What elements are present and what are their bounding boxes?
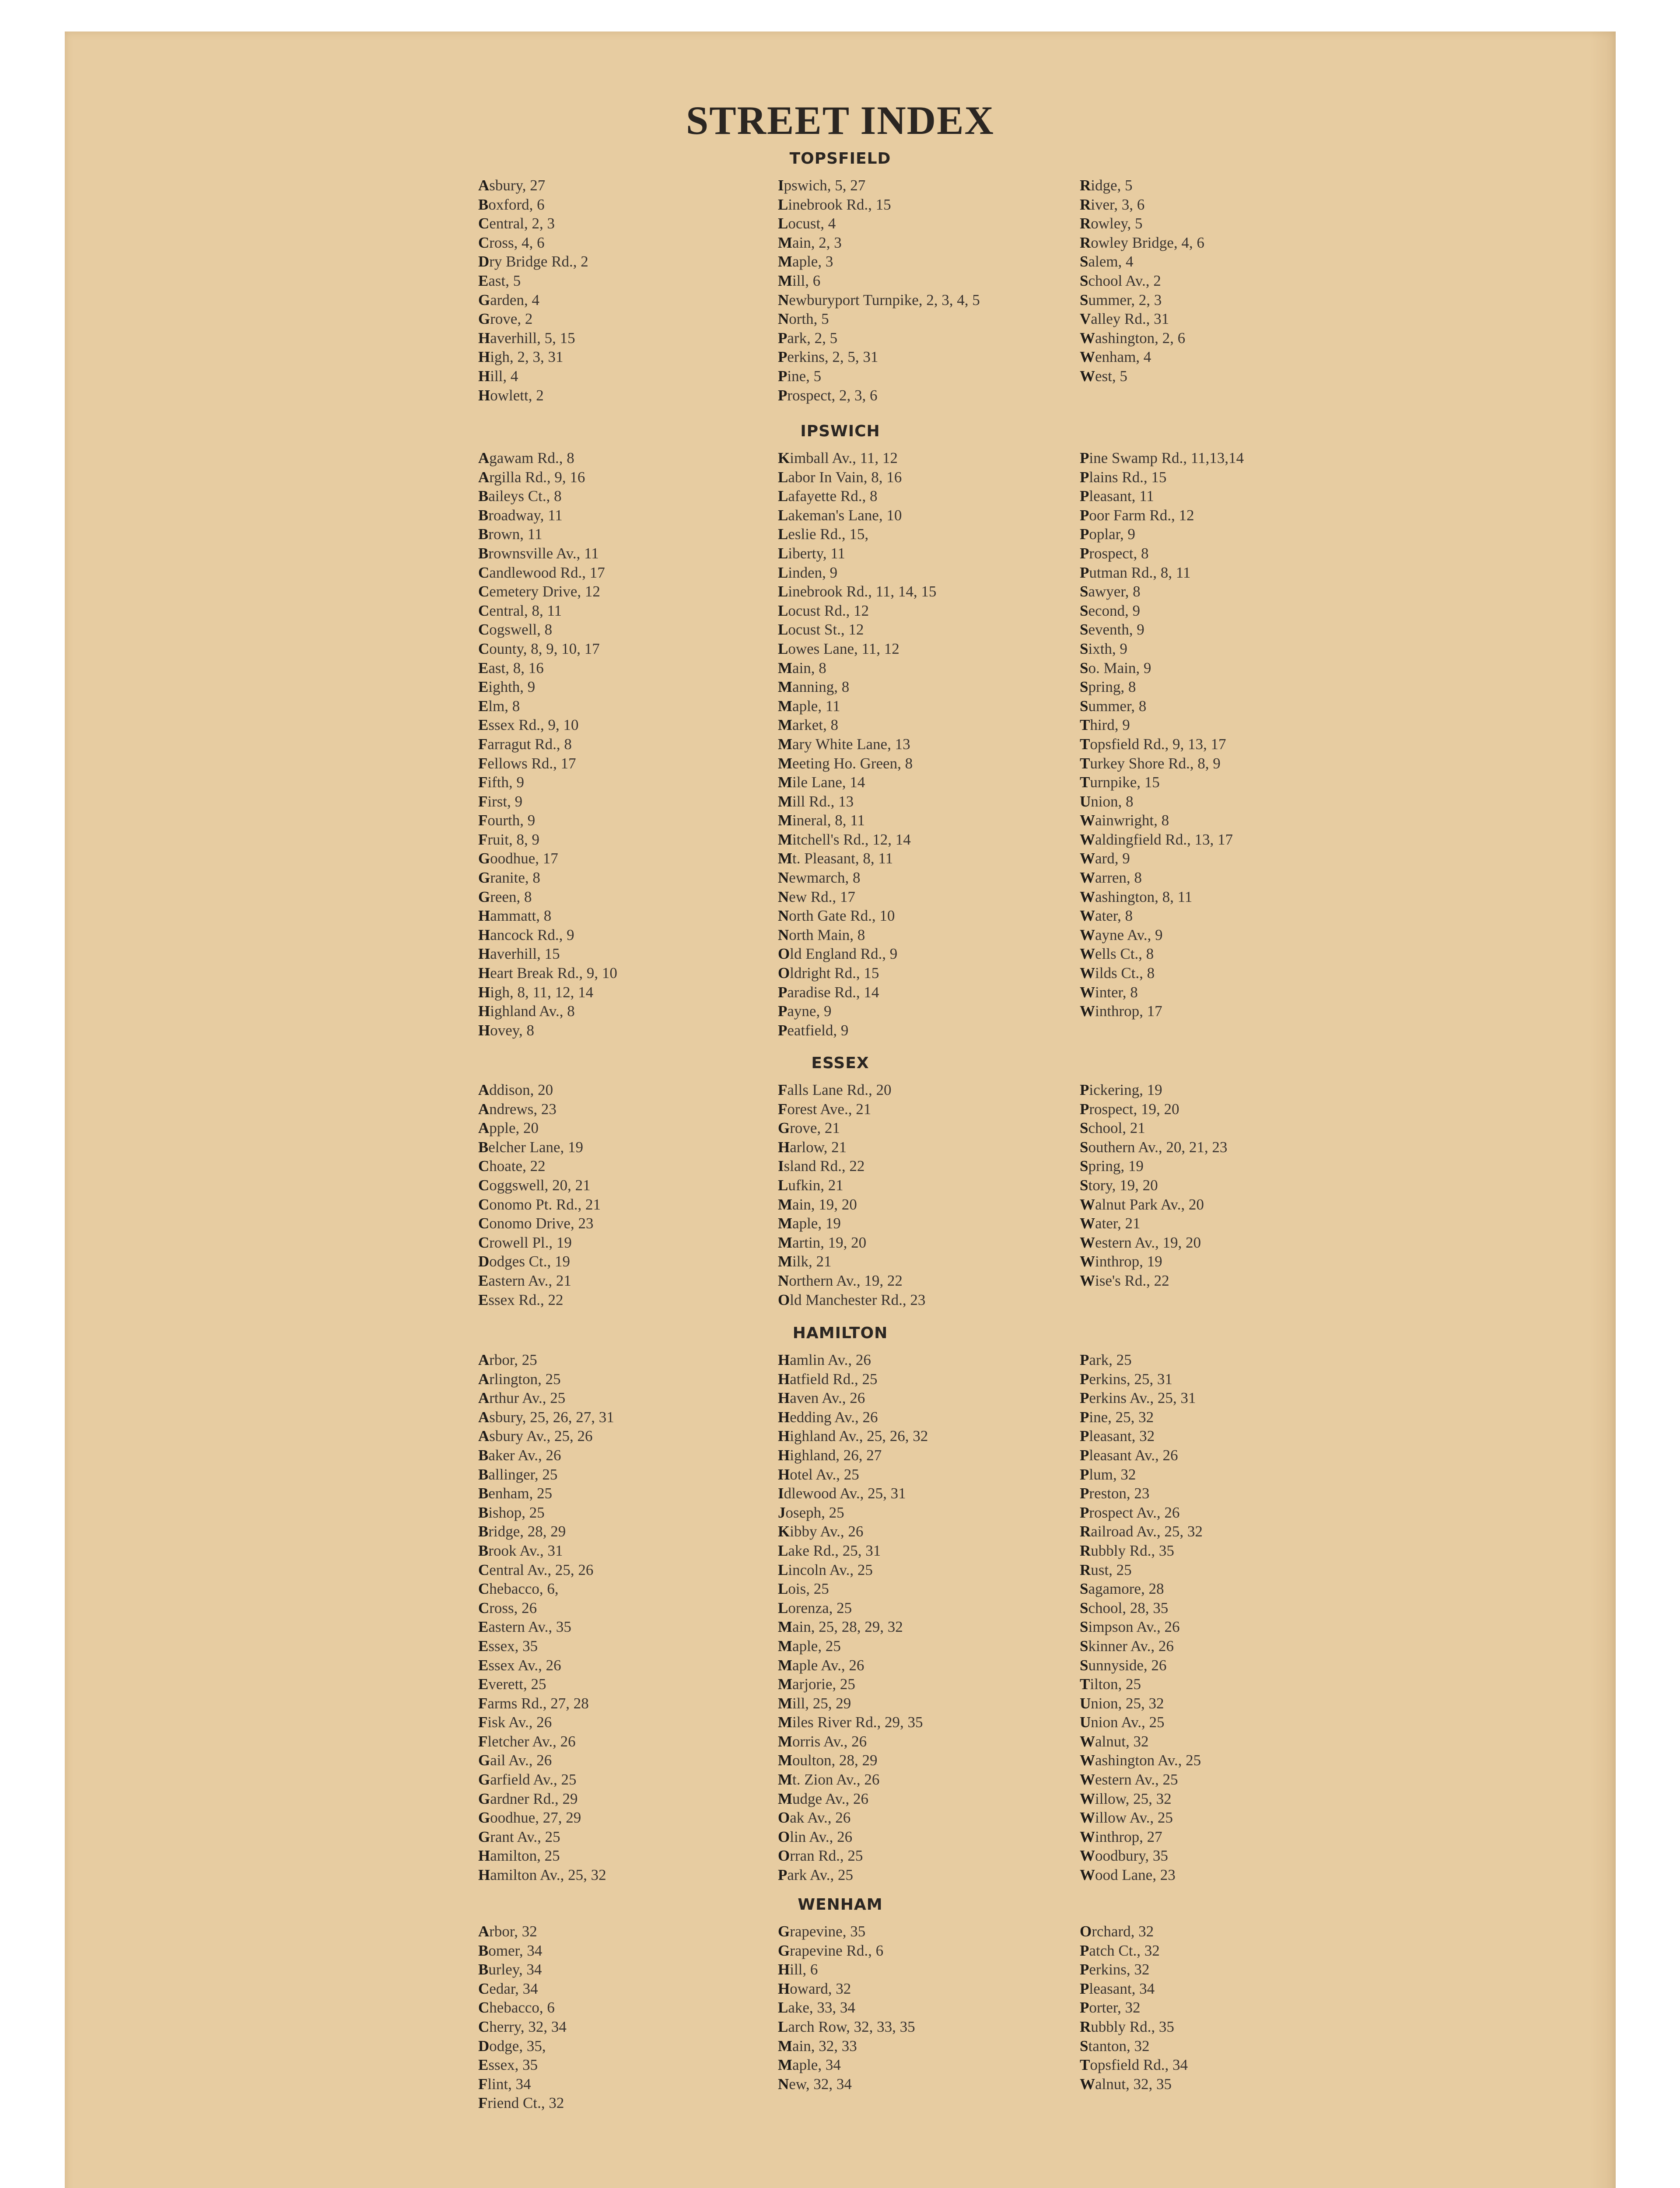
street-entry: Argilla Rd., 9, 16	[478, 468, 585, 486]
street-entry: Pleasant Av., 26	[1080, 1446, 1178, 1464]
street-entry: Howlett, 2	[478, 386, 544, 404]
street-entry: Market, 8	[778, 716, 838, 734]
index-column	[778, 1350, 928, 1885]
street-entry: Lois, 25	[778, 1580, 829, 1598]
street-entry: Spring, 8	[1080, 678, 1136, 696]
street-entry: Payne, 9	[778, 1003, 832, 1020]
street-entry: Locust Rd., 12	[778, 602, 869, 619]
street-entry: Old Manchester Rd., 23	[778, 1291, 926, 1308]
street-entry: Main, 25, 28, 29, 32	[778, 1618, 903, 1636]
street-entry: Lufkin, 21	[778, 1176, 844, 1194]
street-entry: Arlington, 25	[478, 1370, 561, 1388]
street-entry: Eastern Av., 35	[478, 1618, 571, 1636]
street-entry: Hill, 4	[478, 367, 518, 385]
street-entry: Harlow, 21	[778, 1138, 847, 1156]
street-entry: Wenham, 4	[1080, 348, 1152, 366]
street-entry: Wood Lane, 23	[1080, 1866, 1176, 1884]
street-entry: Joseph, 25	[778, 1504, 844, 1521]
street-entry: North Gate Rd., 10	[778, 907, 895, 925]
street-entry: Pleasant, 34	[1080, 1980, 1155, 1997]
street-entry: Essex, 35	[478, 1637, 538, 1655]
street-entry: Brook Av., 31	[478, 1542, 563, 1559]
street-entry: Peatfield, 9	[778, 1021, 849, 1039]
street-entry: Everett, 25	[478, 1676, 546, 1693]
street-entry: Moulton, 28, 29	[778, 1752, 878, 1769]
street-entry: Putman Rd., 8, 11	[1080, 564, 1191, 581]
street-entry: Central Av., 25, 26	[478, 1561, 594, 1578]
street-entry: Gardner Rd., 29	[478, 1790, 578, 1807]
street-entry: River, 3, 6	[1080, 196, 1145, 213]
street-entry: Hill, 6	[778, 1961, 818, 1978]
street-entry: Mary White Lane, 13	[778, 735, 910, 753]
street-entry: Island Rd., 22	[778, 1157, 865, 1175]
section-title: WENHAM	[798, 1896, 883, 1914]
street-entry: Apple, 20	[478, 1119, 539, 1137]
street-entry: Wise's Rd., 22	[1080, 1272, 1169, 1289]
street-entry: Willow, 25, 32	[1080, 1790, 1172, 1807]
street-entry: Asbury Av., 25, 26	[478, 1427, 593, 1445]
street-entry: Olin Av., 26	[778, 1828, 853, 1845]
street-entry: Salem, 4	[1080, 253, 1134, 270]
street-entry: Washington, 8, 11	[1080, 888, 1193, 905]
street-entry: Kibby Av., 26	[778, 1523, 864, 1540]
street-entry: Hamlin Av., 26	[778, 1351, 871, 1368]
street-entry: Haven Av., 26	[778, 1389, 865, 1407]
street-entry: Porter, 32	[1080, 1999, 1141, 2016]
street-entry: East, 8, 16	[478, 659, 544, 677]
street-entry: Falls Lane Rd., 20	[778, 1081, 892, 1098]
page-title: STREET INDEX	[686, 98, 994, 143]
street-entry: Belcher Lane, 19	[478, 1138, 584, 1156]
street-entry: Washington Av., 25	[1080, 1752, 1201, 1769]
street-entry: Grapevine Rd., 6	[778, 1942, 884, 1959]
street-entry: Turnpike, 15	[1080, 774, 1160, 791]
street-entry: Oak Av., 26	[778, 1809, 851, 1827]
street-entry: Western Av., 25	[1080, 1771, 1178, 1788]
index-page	[65, 32, 1616, 2188]
street-entry: Rowley Bridge, 4, 6	[1080, 234, 1204, 251]
street-entry: Rubbly Rd., 35	[1080, 1542, 1174, 1559]
street-entry: Waldingfield Rd., 13, 17	[1080, 831, 1233, 848]
street-entry: Pine, 25, 32	[1080, 1408, 1154, 1426]
street-entry: Story, 19, 20	[1080, 1176, 1158, 1194]
street-entry: Hatfield Rd., 25	[778, 1370, 878, 1388]
index-column	[1080, 1080, 1227, 1290]
street-entry: Patch Ct., 32	[1080, 1942, 1160, 1959]
street-entry: Wilds Ct., 8	[1080, 964, 1155, 982]
street-entry: Lafayette Rd., 8	[778, 487, 878, 505]
street-entry: Maple, 34	[778, 2056, 841, 2074]
street-entry: Boxford, 6	[478, 196, 545, 213]
street-entry: Linden, 9	[778, 564, 838, 581]
street-entry: Prospect, 19, 20	[1080, 1100, 1180, 1118]
street-entry: Poplar, 9	[1080, 526, 1135, 543]
street-entry: Bomer, 34	[478, 1942, 542, 1959]
street-entry: Haverhill, 15	[478, 945, 560, 963]
street-entry: Liberty, 11	[778, 544, 845, 562]
street-entry: Main, 8	[778, 659, 826, 677]
index-column	[778, 176, 980, 405]
street-entry: Mt. Zion Av., 26	[778, 1771, 880, 1788]
street-entry: Andrews, 23	[478, 1100, 556, 1118]
index-column	[1080, 1350, 1203, 1885]
street-entry: School, 21	[1080, 1119, 1145, 1137]
street-entry: Paradise Rd., 14	[778, 983, 879, 1001]
street-entry: Preston, 23	[1080, 1485, 1150, 1502]
street-entry: Brown, 11	[478, 526, 542, 543]
section-title: ESSEX	[811, 1054, 869, 1072]
street-entry: Union, 8	[1080, 792, 1134, 810]
street-entry: Topsfield Rd., 9, 13, 17	[1080, 735, 1226, 753]
street-entry: Rust, 25	[1080, 1561, 1132, 1578]
street-entry: Brownsville Av., 11	[478, 544, 599, 562]
street-entry: Forest Ave., 21	[778, 1100, 872, 1118]
street-entry: Fourth, 9	[478, 812, 536, 829]
street-entry: Perkins, 2, 5, 31	[778, 348, 878, 366]
street-entry: Mill Rd., 13	[778, 792, 854, 810]
index-column	[778, 1080, 925, 1309]
street-entry: Western Av., 19, 20	[1080, 1234, 1201, 1251]
street-entry: Goodhue, 17	[478, 850, 558, 867]
street-entry: Haverhill, 5, 15	[478, 329, 575, 347]
street-entry: Maple, 25	[778, 1637, 841, 1655]
street-entry: Mill, 25, 29	[778, 1694, 851, 1712]
street-entry: Manning, 8	[778, 678, 850, 696]
street-entry: Second, 9	[1080, 602, 1141, 619]
street-entry: Chebacco, 6,	[478, 1580, 559, 1598]
section-title: HAMILTON	[792, 1324, 888, 1342]
street-entry: Lowes Lane, 11, 12	[778, 640, 900, 657]
street-entry: Candlewood Rd., 17	[478, 564, 605, 581]
street-entry: Lakeman's Lane, 10	[778, 506, 902, 524]
street-entry: Prospect, 8	[1080, 544, 1149, 562]
street-entry: Bridge, 28, 29	[478, 1523, 566, 1540]
street-entry: Perkins, 32	[1080, 1961, 1150, 1978]
street-entry: Park, 25	[1080, 1351, 1132, 1368]
street-entry: Crowell Pl., 19	[478, 1234, 572, 1251]
street-entry: Conomo Pt. Rd., 21	[478, 1196, 601, 1213]
street-entry: Northern Av., 19, 22	[778, 1272, 903, 1289]
index-column	[1080, 1922, 1188, 2093]
street-entry: Fellows Rd., 17	[478, 754, 576, 772]
street-entry: Flint, 34	[478, 2075, 531, 2093]
street-entry: Winthrop, 17	[1080, 1003, 1162, 1020]
street-entry: Farragut Rd., 8	[478, 735, 572, 753]
street-entry: Willow Av., 25	[1080, 1809, 1173, 1827]
street-entry: Fisk Av., 26	[478, 1714, 552, 1731]
street-entry: Maple, 3	[778, 253, 833, 270]
street-entry: Kimball Av., 11, 12	[778, 449, 898, 466]
street-entry: Simpson Av., 26	[1080, 1618, 1180, 1636]
street-entry: Warren, 8	[1080, 869, 1142, 887]
street-entry: Garfield Av., 25	[478, 1771, 577, 1788]
street-entry: Larch Row, 32, 33, 35	[778, 2018, 915, 2035]
street-entry: Washington, 2, 6	[1080, 329, 1186, 347]
street-entry: Fruit, 8, 9	[478, 831, 539, 848]
street-entry: Newburyport Turnpike, 2, 3, 4, 5	[778, 291, 980, 309]
street-entry: Southern Av., 20, 21, 23	[1080, 1138, 1228, 1156]
street-entry: Friend Ct., 32	[478, 2094, 564, 2112]
street-entry: Garden, 4	[478, 291, 539, 309]
street-entry: Rowley, 5	[1080, 215, 1143, 232]
street-entry: Skinner Av., 26	[1080, 1637, 1174, 1655]
street-entry: Ridge, 5	[1080, 177, 1133, 194]
street-entry: Chebacco, 6	[478, 1999, 555, 2016]
street-entry: Maple Av., 26	[778, 1656, 864, 1674]
street-entry: Water, 21	[1080, 1215, 1141, 1232]
street-entry: Linebrook Rd., 11, 14, 15	[778, 583, 937, 600]
street-entry: Baileys Ct., 8	[478, 487, 562, 505]
street-entry: Locust, 4	[778, 215, 836, 232]
street-entry: Lorenza, 25	[778, 1599, 852, 1616]
street-entry: Grant Av., 25	[478, 1828, 560, 1845]
street-entry: Park Av., 25	[778, 1866, 854, 1884]
street-entry: School Av., 2	[1080, 272, 1161, 289]
index-column	[478, 1350, 614, 1885]
street-entry: Benham, 25	[478, 1485, 553, 1502]
street-entry: Cross, 4, 6	[478, 234, 545, 251]
street-entry: Fifth, 9	[478, 774, 524, 791]
street-entry: Summer, 2, 3	[1080, 291, 1162, 309]
street-entry: Central, 2, 3	[478, 215, 555, 232]
street-entry: Summer, 8	[1080, 697, 1147, 715]
street-entry: Hamilton, 25	[478, 1847, 560, 1865]
street-entry: Walnut, 32	[1080, 1732, 1149, 1750]
street-entry: Addison, 20	[478, 1081, 553, 1098]
street-entry: Idlewood Av., 25, 31	[778, 1485, 906, 1502]
street-entry: Maple, 11	[778, 697, 840, 715]
street-entry: Valley Rd., 31	[1080, 310, 1169, 328]
street-entry: Winthrop, 19	[1080, 1253, 1162, 1270]
street-entry: Miles River Rd., 29, 35	[778, 1714, 923, 1731]
street-entry: Mitchell's Rd., 12, 14	[778, 831, 911, 848]
street-entry: Pine Swamp Rd., 11,13,14	[1080, 449, 1244, 466]
street-entry: Choate, 22	[478, 1157, 546, 1175]
street-entry: Goodhue, 27, 29	[478, 1809, 581, 1827]
street-entry: Walnut Park Av., 20	[1080, 1196, 1204, 1213]
street-entry: Arthur Av., 25	[478, 1389, 566, 1407]
street-entry: Orran Rd., 25	[778, 1847, 863, 1865]
street-entry: Green, 8	[478, 888, 532, 905]
street-entry: Main, 19, 20	[778, 1196, 857, 1213]
street-entry: Union Av., 25	[1080, 1714, 1165, 1731]
street-entry: Walnut, 32, 35	[1080, 2075, 1172, 2093]
street-entry: Essex Av., 26	[478, 1656, 561, 1674]
index-column	[778, 1922, 915, 2093]
street-entry: Coggswell, 20, 21	[478, 1176, 591, 1194]
street-entry: Mudge Av., 26	[778, 1790, 869, 1807]
street-entry: Cogswell, 8	[478, 621, 553, 638]
index-column	[478, 176, 588, 405]
street-entry: Hammatt, 8	[478, 907, 552, 925]
street-entry: Main, 32, 33	[778, 2037, 857, 2055]
section-title: IPSWICH	[800, 422, 880, 440]
street-entry: Essex Rd., 22	[478, 1291, 564, 1308]
index-column	[778, 449, 936, 1040]
street-entry: Meeting Ho. Green, 8	[778, 754, 913, 772]
street-entry: Grove, 2	[478, 310, 533, 328]
street-entry: New, 32, 34	[778, 2075, 852, 2093]
street-entry: Sawyer, 8	[1080, 583, 1141, 600]
street-entry: North, 5	[778, 310, 829, 328]
street-entry: Mile Lane, 14	[778, 774, 865, 791]
street-entry: Prospect Av., 26	[1080, 1504, 1180, 1521]
index-column	[1080, 176, 1204, 386]
street-entry: Eastern Av., 21	[478, 1272, 571, 1289]
index-column	[478, 449, 617, 1040]
street-entry: Central, 8, 11	[478, 602, 562, 619]
street-entry: Dodge, 35,	[478, 2037, 546, 2055]
street-entry: Woodbury, 35	[1080, 1847, 1168, 1865]
street-entry: Asbury, 25, 26, 27, 31	[478, 1408, 614, 1426]
street-entry: Tilton, 25	[1080, 1676, 1141, 1693]
page-edge-shadow	[1589, 32, 1616, 2188]
street-entry: Hotel Av., 25	[778, 1466, 859, 1483]
street-entry: Essex Rd., 9, 10	[478, 716, 579, 734]
street-entry: Pine, 5	[778, 367, 822, 385]
street-entry: Pleasant, 11	[1080, 487, 1154, 505]
street-entry: Linebrook Rd., 15	[778, 196, 891, 213]
street-entry: Farms Rd., 27, 28	[478, 1694, 589, 1712]
street-entry: Seventh, 9	[1080, 621, 1144, 638]
street-entry: Perkins, 25, 31	[1080, 1370, 1172, 1388]
street-entry: Dry Bridge Rd., 2	[478, 253, 588, 270]
street-entry: Dodges Ct., 19	[478, 1253, 570, 1270]
street-entry: Poor Farm Rd., 12	[1080, 506, 1194, 524]
street-entry: Milk, 21	[778, 1253, 832, 1270]
street-entry: East, 5	[478, 272, 521, 289]
street-entry: Morris Av., 26	[778, 1732, 867, 1750]
street-entry: Labor In Vain, 8, 16	[778, 468, 902, 486]
street-entry: West, 5	[1080, 367, 1127, 385]
street-entry: High, 8, 11, 12, 14	[478, 983, 594, 1001]
street-entry: Sagamore, 28	[1080, 1580, 1164, 1598]
street-entry: Asbury, 27	[478, 177, 546, 194]
street-entry: Perkins Av., 25, 31	[1080, 1389, 1196, 1407]
street-entry: Hovey, 8	[478, 1021, 534, 1039]
street-entry: Spring, 19	[1080, 1157, 1144, 1175]
street-entry: Fletcher Av., 26	[478, 1732, 576, 1750]
street-entry: Mineral, 8, 11	[778, 812, 865, 829]
street-entry: Grapevine, 35	[778, 1923, 866, 1940]
street-entry: Conomo Drive, 23	[478, 1215, 594, 1232]
index-column	[1080, 449, 1244, 1021]
street-entry: Ward, 9	[1080, 850, 1130, 867]
street-entry: Hamilton Av., 25, 32	[478, 1866, 606, 1884]
street-entry: Sixth, 9	[1080, 640, 1127, 657]
street-entry: Plains Rd., 15	[1080, 468, 1167, 486]
street-entry: County, 8, 9, 10, 17	[478, 640, 600, 657]
street-entry: Main, 2, 3	[778, 234, 842, 251]
street-entry: New Rd., 17	[778, 888, 855, 905]
street-entry: Arbor, 25	[478, 1351, 537, 1368]
street-entry: Highland Av., 8	[478, 1003, 575, 1020]
street-entry: Third, 9	[1080, 716, 1130, 734]
street-entry: Orchard, 32	[1080, 1923, 1154, 1940]
street-entry: Bishop, 25	[478, 1504, 545, 1521]
street-entry: Winter, 8	[1080, 983, 1138, 1001]
street-entry: Rubbly Rd., 35	[1080, 2018, 1174, 2035]
street-entry: Winthrop, 27	[1080, 1828, 1162, 1845]
street-entry: Grove, 21	[778, 1119, 840, 1137]
street-entry: Maple, 19	[778, 1215, 841, 1232]
street-entry: Wainwright, 8	[1080, 812, 1169, 829]
street-entry: Arbor, 32	[478, 1923, 537, 1940]
street-entry: Prospect, 2, 3, 6	[778, 386, 878, 404]
index-column	[478, 1080, 601, 1309]
street-entry: Water, 8	[1080, 907, 1133, 925]
street-entry: Martin, 19, 20	[778, 1234, 867, 1251]
street-entry: Highland Av., 25, 26, 32	[778, 1427, 928, 1445]
street-entry: Old England Rd., 9	[778, 945, 898, 963]
street-entry: Howard, 32	[778, 1980, 851, 1997]
street-entry: Newmarch, 8	[778, 869, 861, 887]
street-entry: Union, 25, 32	[1080, 1694, 1164, 1712]
street-entry: Railroad Av., 25, 32	[1080, 1523, 1203, 1540]
street-entry: Park, 2, 5	[778, 329, 838, 347]
street-entry: Highland, 26, 27	[778, 1446, 882, 1464]
street-entry: Gail Av., 26	[478, 1752, 552, 1769]
street-entry: Plum, 32	[1080, 1466, 1136, 1483]
street-entry: Lincoln Av., 25	[778, 1561, 873, 1578]
street-entry: Eighth, 9	[478, 678, 536, 696]
street-entry: Ballinger, 25	[478, 1466, 558, 1483]
street-entry: Pleasant, 32	[1080, 1427, 1155, 1445]
street-entry: Pickering, 19	[1080, 1081, 1162, 1098]
street-entry: Cross, 26	[478, 1599, 537, 1616]
street-entry: Leslie Rd., 15,	[778, 526, 869, 543]
street-entry: Stanton, 32	[1080, 2037, 1150, 2055]
street-entry: Oldright Rd., 15	[778, 964, 879, 982]
street-entry: Sunnyside, 26	[1080, 1656, 1167, 1674]
street-entry: Topsfield Rd., 34	[1080, 2056, 1188, 2074]
street-entry: Wells Ct., 8	[1080, 945, 1154, 963]
street-entry: Hedding Av., 26	[778, 1408, 878, 1426]
street-entry: So. Main, 9	[1080, 659, 1152, 677]
street-entry: Burley, 34	[478, 1961, 542, 1978]
street-entry: Heart Break Rd., 9, 10	[478, 964, 617, 982]
street-entry: Locust St., 12	[778, 621, 864, 638]
street-entry: Broadway, 11	[478, 506, 563, 524]
street-entry: Cherry, 32, 34	[478, 2018, 567, 2035]
street-entry: Lake Rd., 25, 31	[778, 1542, 881, 1559]
index-column	[478, 1922, 567, 2113]
street-entry: Agawam Rd., 8	[478, 449, 574, 466]
section-title: TOPSFIELD	[789, 150, 891, 168]
street-entry: High, 2, 3, 31	[478, 348, 564, 366]
street-entry: Ipswich, 5, 27	[778, 177, 866, 194]
street-entry: Granite, 8	[478, 869, 540, 887]
street-entry: North Main, 8	[778, 926, 865, 943]
street-entry: Wayne Av., 9	[1080, 926, 1163, 943]
street-entry: Cemetery Drive, 12	[478, 583, 600, 600]
street-entry: Elm, 8	[478, 697, 520, 715]
street-entry: First, 9	[478, 792, 523, 810]
street-entry: Hancock Rd., 9	[478, 926, 574, 943]
street-entry: Cedar, 34	[478, 1980, 538, 1997]
street-entry: School, 28, 35	[1080, 1599, 1169, 1616]
street-entry: Essex, 35	[478, 2056, 538, 2074]
street-entry: Mt. Pleasant, 8, 11	[778, 850, 893, 867]
street-entry: Baker Av., 26	[478, 1446, 561, 1464]
street-entry: Lake, 33, 34	[778, 1999, 855, 2016]
street-entry: Marjorie, 25	[778, 1676, 855, 1693]
street-entry: Turkey Shore Rd., 8, 9	[1080, 754, 1221, 772]
street-entry: Mill, 6	[778, 272, 821, 289]
